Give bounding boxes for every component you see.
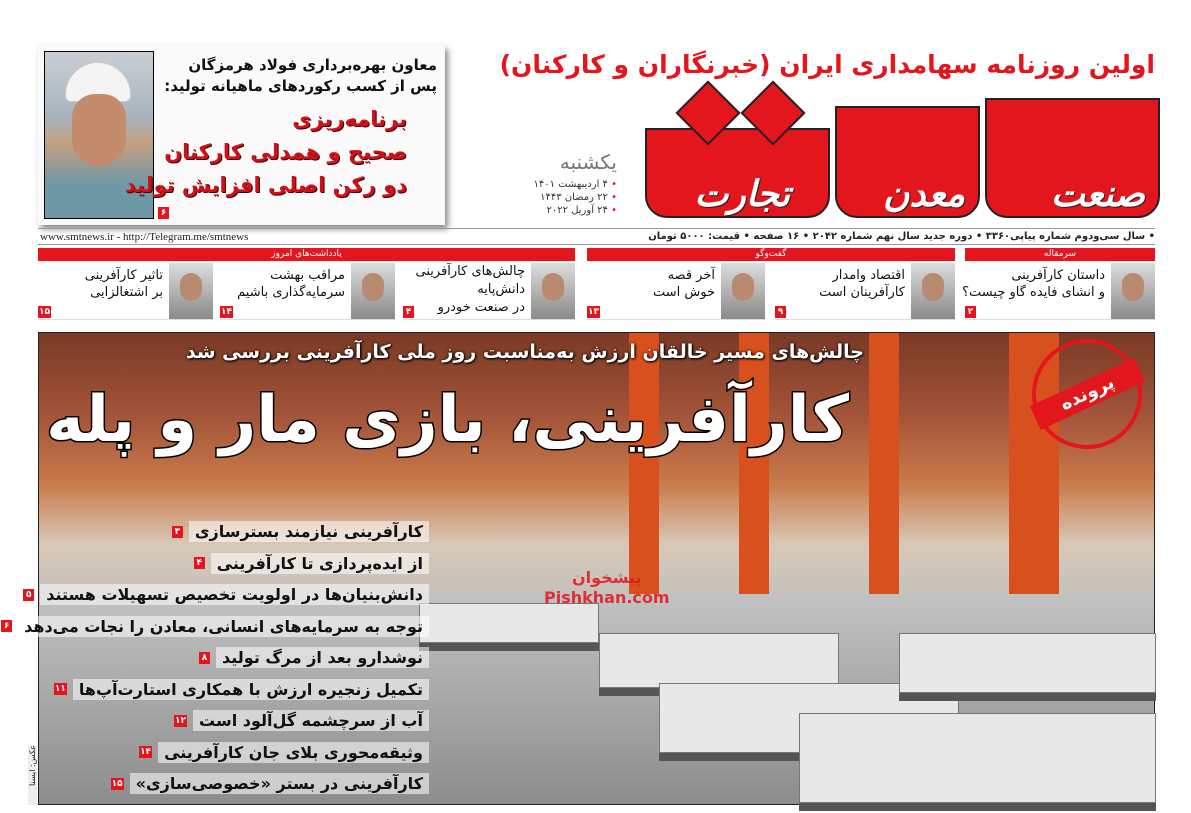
hero-kicker: چالش‌های مسیر خالقان ارزش به‌مناسبت روز ملی کارآفرینی بررسی شد: [185, 341, 864, 363]
page-badge: ۱۴: [221, 307, 232, 317]
section-notes: یادداشت‌های امروز: [38, 248, 575, 261]
date-solar: ۴ اردیبهشت ۱۴۰۱: [533, 179, 608, 190]
list-item[interactable]: ۵ دانش‌بنیان‌ها در اولویت تخصیص تسهیلات هستند: [49, 579, 429, 611]
list-item[interactable]: ۱۲ آب از سرچشمه گل‌آلود است: [49, 705, 429, 737]
date-lunar: ۲۲ رمضان ۱۴۴۳: [540, 192, 608, 203]
site-links[interactable]: www.smtnews.ir - http://Telegram.me/smtnews: [40, 231, 249, 243]
opinion-item[interactable]: داستان کارآفرینی و انشای فایده گاو چیست؟ ۲: [965, 263, 1155, 320]
newspaper-logo: [640, 88, 1160, 223]
logo-word-mine: معدن: [883, 174, 965, 215]
opinion-item[interactable]: تاثیر کارآفرینی بر اشتغالزایی ۱۵: [38, 263, 213, 320]
section-editorial: سرمقاله: [965, 248, 1155, 261]
opinion-item[interactable]: مراقب بهشت سرمایه‌گذاری باشیم ۱۴: [220, 263, 395, 320]
promo-box[interactable]: [38, 45, 445, 225]
issue-info: • سال سی‌ودوم شماره پیاپی۳۳۶۰ • دوره جدید سال نهم شماره ۲۰۴۲ • ۱۶ صفحه • قیمت: ۵۰۰۰ تومان: [648, 231, 1155, 242]
author-photo: [531, 263, 575, 319]
dossier-stamp: پرونده: [1014, 321, 1160, 467]
page-badge: ۱۵: [39, 307, 50, 317]
date-gregorian: ۲۴ آوریل ۲۰۲۲: [546, 205, 608, 216]
masthead-slogan: اولین روزنامه سهامداری ایران (خبرنگاران و کارکنان): [499, 50, 1155, 79]
hero-headline: کارآفرینی، بازی مار و پله: [46, 383, 849, 457]
opinion-item[interactable]: اقتصاد وامدار کارآفرینان است ۹: [775, 263, 955, 320]
author-photo: [1111, 263, 1155, 319]
promo-title: برنامه‌ریزی صحیح و همدلی کارکنان دو رکن اصلی افزایش تولید: [124, 107, 407, 197]
page-badge: ۱۳: [588, 307, 599, 317]
weekday: یکشنبه: [559, 150, 617, 174]
author-photo: [721, 263, 765, 319]
page-badge: ۶: [158, 207, 169, 219]
promo-kicker-2: پس از کسب رکوردهای ماهیانه تولید:: [164, 77, 437, 95]
promo-kicker: معاون بهره‌برداری فولاد هرمزگان: [188, 56, 437, 74]
opinion-item[interactable]: آخر قصه خوش است ۱۳: [587, 263, 765, 320]
page-badge: ۴: [403, 306, 414, 318]
photo-credit: عکس: ایسنا: [28, 745, 37, 805]
logo-word-trade: تجارت: [694, 174, 790, 215]
list-item[interactable]: ۴ از ایده‌پردازی تا کارآفرینی: [49, 548, 429, 580]
logo-word-industry: صنعت: [1050, 174, 1145, 215]
section-interview: گفت‌وگو: [587, 248, 955, 261]
page-badge: ۲: [965, 306, 976, 318]
opinion-item[interactable]: چالش‌های کارآفرینی دانش‌پایه در صنعت خودرو ۴: [403, 263, 575, 320]
list-item[interactable]: ۱۴ وثیقه‌محوری بلای جان کارآفرینی: [49, 737, 429, 769]
list-item[interactable]: ۸ نوشدارو بعد از مرگ تولید: [49, 642, 429, 674]
list-item[interactable]: ۳ کارآفرینی نیازمند بسترسازی: [49, 516, 429, 548]
author-photo: [911, 263, 955, 319]
author-photo: [169, 263, 213, 319]
watermark: پیشخوان Pishkhan.com: [544, 568, 670, 607]
issue-date: یکشنبه • ۴ اردیبهشت ۱۴۰۱ • ۲۲ رمضان ۱۴۴۳ • ۲۴ آوریل ۲۰۲۲: [522, 150, 617, 217]
list-item[interactable]: ۱۵ کارآفرینی در بستر «خصوصی‌سازی»: [49, 768, 429, 800]
author-photo: [351, 263, 395, 319]
page-badge: ۹: [775, 306, 786, 318]
list-item[interactable]: ۶ توجه به سرمایه‌های انسانی، معادن را نجات می‌دهد: [49, 611, 429, 643]
list-item[interactable]: ۱۱ تکمیل زنجیره ارزش با همکاری استارت‌آپ‌ها: [49, 674, 429, 706]
